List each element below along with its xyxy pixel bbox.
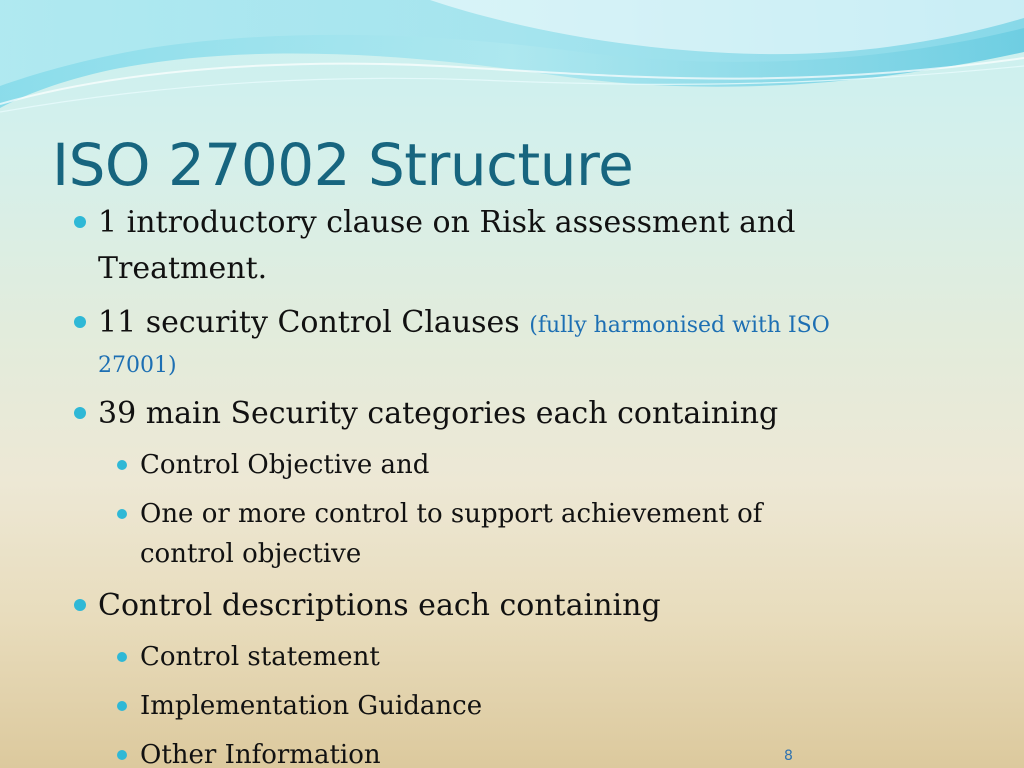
bullet-list [0,200,900,768]
list-item [0,391,858,437]
list-item [0,583,858,629]
page-title: ISO 27002 Structure [52,131,634,199]
sub-list-item [0,637,840,677]
bullet-dot-icon [74,316,86,328]
bullet-dot-icon [117,652,127,662]
page-number: 8 [784,748,793,764]
sub-list-item [0,494,840,574]
bullet-dot-icon [74,599,86,611]
sub-list-item-text: Implementation Guidance [140,691,483,721]
sub-list-item [0,445,840,485]
bullet-dot-icon [74,407,86,419]
sub-list-item [0,735,840,768]
sub-list-item-text: Control Objective and [140,450,430,480]
list-item [0,200,858,292]
list-item-text: Control descriptions each containing [98,588,661,623]
bullet-dot-icon [74,216,86,228]
header-wave-decoration [0,0,1024,130]
bullet-dot-icon [117,750,127,760]
sub-list-item-text: control objective [140,539,362,569]
sub-list-item-text: Other Information [140,740,381,768]
list-item-text: 1 introductory clause on Risk assessment and [98,205,796,240]
list-item-note: 27001) [98,353,177,378]
list-item-text: 11 security Control Clauses [98,305,530,340]
list-item-note: (fully harmonised with ISO [529,313,830,338]
bullet-dot-icon [117,509,127,519]
sub-list-item-text: One or more control to support achievement of [140,499,763,529]
list-item-text: 39 main Security categories each containing [98,396,779,431]
sub-list-item-text: Control statement [140,642,380,672]
bullet-dot-icon [117,460,127,470]
bullet-dot-icon [117,701,127,711]
list-item-text: Treatment. [98,251,268,286]
sub-list-item [0,686,840,726]
list-item [0,300,858,383]
